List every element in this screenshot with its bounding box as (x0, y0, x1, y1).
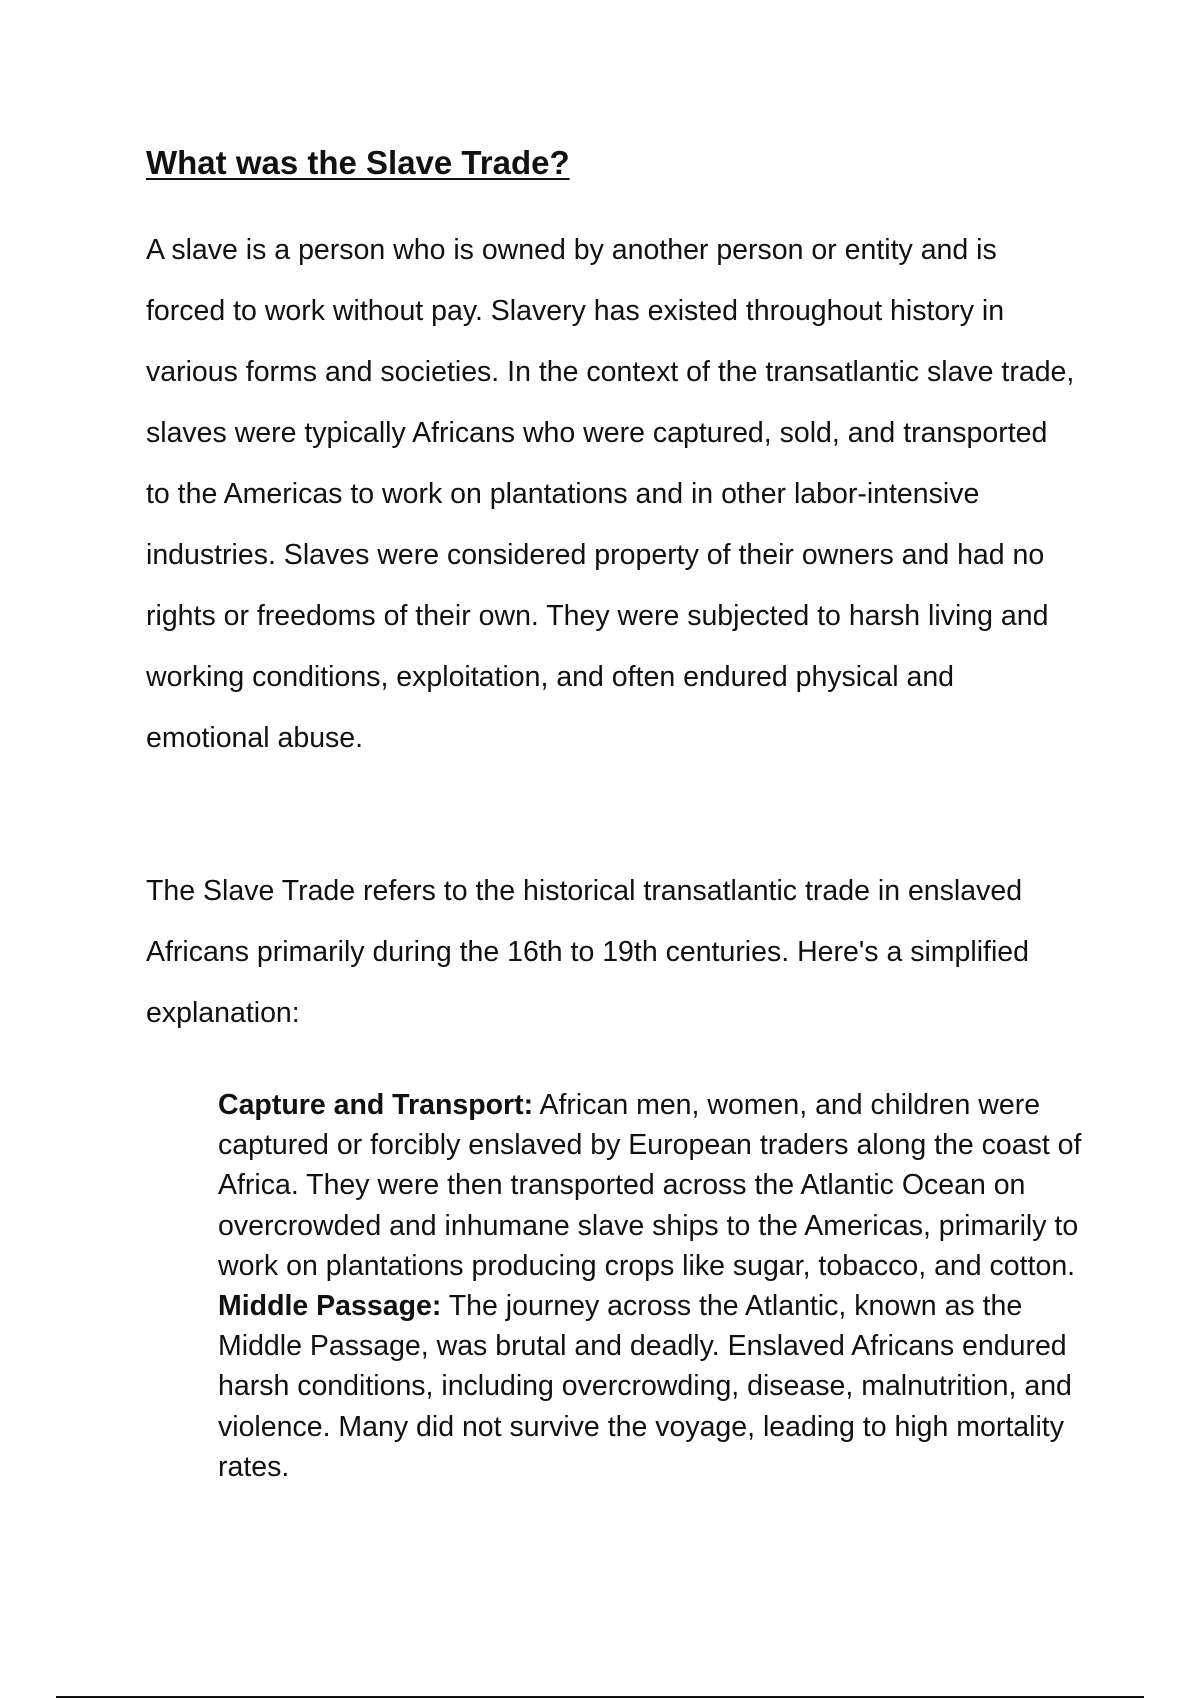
list-item-term: Middle Passage: (218, 1290, 442, 1323)
list-item-capture-transport (218, 1085, 1088, 1286)
explanation-list (218, 1085, 1088, 1487)
paragraph-slave-trade-intro: The Slave Trade refers to the historical transatlantic trade in enslaved Africans primarily during the 16th to 19th centuries. Here's a simplified explanation: (146, 875, 1030, 1029)
list-item-middle-passage (218, 1286, 1088, 1487)
list-item-term: Capture and Transport: (218, 1089, 534, 1121)
page-title: What was the Slave Trade? (146, 144, 570, 181)
list-item-text: African men, women, and children were captured or forcibly enslaved by European traders along the coast of Africa. They were then transported across the Atlantic Ocean on overcrowded and inhumane slave ships to the Americas, primarily to work on plantations producing crops like sugar, tobacco, and cotton. (218, 1089, 1082, 1282)
page-bottom-divider (56, 1696, 1144, 1698)
paragraph-slave-definition: A slave is a person who is owned by another person or entity and is forced to work without pay. Slavery has existed throughout history in various forms and societies. In the context of the transatlantic slave trade, slaves were typically Africans who were captured, sold, and transported to the Americas to work on plantations and in other labor-intensive industries. Slaves were considered property of their owners and had no rights or freedoms of their own. They were subjected to harsh living and working conditions, exploitation, and often endured physical and emotional abuse. (146, 234, 1075, 754)
list-item-text: The journey across the Atlantic, known as the Middle Passage, was brutal and deadly. Enslaved Africans endured harsh conditions, including overcrowding, disease, malnutrition, and violence. Many did not survive the voyage, leading to high mortality rates. (218, 1290, 1072, 1483)
